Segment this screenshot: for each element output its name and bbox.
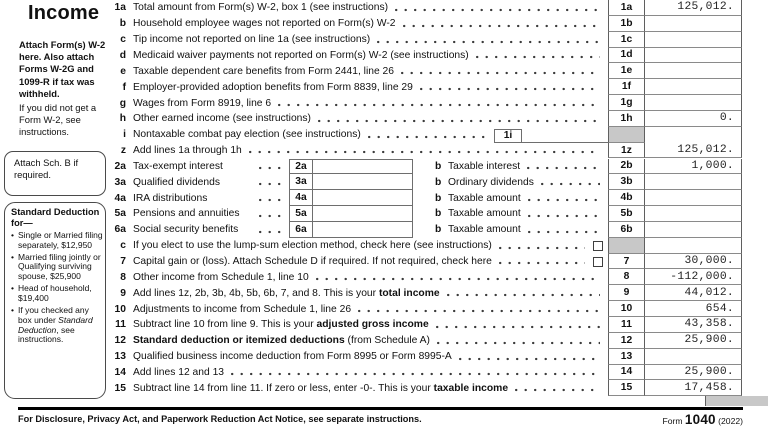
box-label-4a: 4a — [289, 190, 313, 206]
line-number: i — [123, 129, 126, 141]
entry-field-2a[interactable] — [313, 159, 413, 175]
sub-line-text: Taxable amount — [448, 208, 521, 220]
sub-line-text: Taxable amount — [448, 192, 521, 204]
line-text: Tax-exempt interest — [133, 160, 223, 172]
row-6a — [100, 222, 742, 238]
line-label-5b: 5b — [608, 206, 645, 222]
line-label-8: 8 — [608, 269, 645, 285]
line-label-14: 14 — [608, 365, 645, 381]
line-number: 3a — [114, 176, 126, 188]
box-label-3a: 3a — [289, 174, 313, 190]
row-2a — [100, 159, 742, 175]
dot-leader — [316, 276, 600, 282]
line-number: d — [119, 49, 126, 61]
row-1f — [100, 79, 742, 95]
dot-leader — [377, 39, 600, 45]
line-text: Taxable dependent care benefits from Form 2441, line 26 — [133, 65, 395, 77]
amount-field-2b[interactable]: 1,000. — [645, 159, 742, 175]
line-text: Capital gain or (loss). Attach Schedule D if required. If not required, check here — [133, 256, 492, 268]
entry-field-3a[interactable] — [313, 174, 413, 190]
row-7 — [100, 254, 742, 270]
line-text: Medicaid waiver payments not reported on Form(s) W-2 (see instructions) — [133, 49, 469, 61]
dot-leader — [437, 340, 600, 346]
shaded-table-end-strip — [705, 396, 768, 406]
line-number: g — [119, 97, 126, 109]
sub-line-letter: b — [435, 176, 442, 188]
line-number: z — [120, 145, 126, 157]
dot-leader — [368, 134, 486, 140]
line-label-12: 12 — [608, 333, 645, 349]
line-text: Subtract line 14 from line 11. If zero or less, enter -0-. This is your taxable income — [133, 382, 509, 394]
sub-line-text: Taxable amount — [448, 224, 521, 236]
dot-leader — [259, 229, 287, 235]
dot-leader — [420, 86, 600, 92]
dot-leader — [528, 213, 600, 219]
line-text: Subtract line 10 from line 9. This is your adjusted gross income — [133, 319, 429, 331]
dot-leader — [231, 371, 600, 377]
line-label-1f: 1f — [608, 79, 645, 95]
line-text: Qualified business income deduction from Form 8995 or Form 8995-A — [133, 351, 452, 363]
amount-field-1f[interactable] — [645, 79, 742, 95]
attach-schedule-b-note: Attach Sch. B if required. — [14, 157, 79, 180]
dot-leader — [403, 23, 600, 29]
dot-leader — [358, 308, 600, 314]
std-deduction-bullet-checked: • If you checked any box under Standard Deduction, see instructions. — [11, 305, 93, 345]
form-year: (2022) — [718, 416, 743, 426]
row-9 — [100, 285, 742, 301]
dot-leader — [401, 70, 600, 76]
line-label-15: 15 — [608, 380, 645, 396]
amount-field-6b[interactable] — [645, 222, 742, 238]
amount-field-1b[interactable] — [645, 16, 742, 32]
row-5a — [100, 206, 742, 222]
blank-cell — [645, 238, 742, 254]
no-w2-note: If you did not get a Form W-2, see instructions. — [19, 102, 97, 138]
blank-cell — [645, 127, 742, 143]
line-label-1h: 1h — [608, 111, 645, 127]
line-number: 15 — [114, 382, 126, 394]
dot-leader — [259, 197, 287, 203]
section-divider-rule — [18, 407, 743, 410]
amount-field-14[interactable]: 25,900. — [645, 365, 742, 381]
bullet-icon: • — [11, 229, 14, 240]
line-label-1d: 1d — [608, 48, 645, 64]
sub-line-letter: b — [435, 192, 442, 204]
line-label-1z: 1z — [608, 143, 645, 159]
amount-field-1d[interactable] — [645, 48, 742, 64]
line-label-13: 13 — [608, 349, 645, 365]
bullet-icon: • — [11, 305, 14, 316]
line-text: Add lines 12 and 13 — [133, 366, 225, 378]
row-3a — [100, 174, 742, 190]
line-text: Pensions and annuities — [133, 208, 240, 220]
dot-leader — [259, 213, 287, 219]
line-number: 11 — [115, 319, 126, 331]
row-1b — [100, 16, 742, 32]
line-text: Tip income not reported on line 1a (see instructions) — [133, 34, 371, 46]
bullet-icon: • — [11, 283, 14, 294]
dot-leader — [527, 165, 600, 171]
std-deduction-bullet-married: • Married filing jointly or Qualifying surviving spouse, $25,900 — [11, 251, 101, 282]
shaded-cell — [608, 238, 645, 254]
line-number: 13 — [114, 351, 126, 363]
form-word: Form — [662, 416, 683, 426]
amount-field-12[interactable]: 25,900. — [645, 333, 742, 349]
dot-leader — [278, 102, 600, 108]
amount-field-3b[interactable] — [645, 174, 742, 190]
row-1d — [100, 48, 742, 64]
dot-leader — [541, 181, 600, 187]
amount-field-1c[interactable] — [645, 32, 742, 48]
line-label-2b: 2b — [608, 159, 645, 175]
dot-leader — [395, 7, 600, 13]
dot-leader — [447, 292, 600, 298]
amount-field-7[interactable]: 30,000. — [645, 254, 742, 270]
sub-line-letter: b — [435, 208, 442, 220]
line-number: 8 — [120, 271, 126, 283]
line-label-9: 9 — [608, 285, 645, 301]
dot-leader — [528, 229, 600, 235]
dot-leader — [436, 324, 600, 330]
dot-leader — [499, 260, 585, 266]
sub-line-letter: b — [435, 160, 442, 172]
amount-field-9[interactable]: 44,012. — [645, 285, 742, 301]
line-text: Wages from Form 8919, line 6 — [133, 97, 272, 109]
line-label-6b: 6b — [608, 222, 645, 238]
line-number: 1a — [114, 2, 126, 14]
row-12 — [100, 333, 742, 349]
line-label-1e: 1e — [608, 63, 645, 79]
line-label-3b: 3b — [608, 174, 645, 190]
line-number: c — [120, 34, 126, 46]
line-number: 10 — [114, 303, 126, 315]
line-text: IRA distributions — [133, 192, 208, 204]
amount-field-15[interactable]: 17,458. — [645, 380, 742, 396]
box-label-5a: 5a — [289, 206, 313, 222]
dot-leader — [528, 197, 600, 203]
dot-leader — [459, 356, 600, 362]
line-label-1c: 1c — [608, 32, 645, 48]
line-text: If you elect to use the lump-sum election method, check here (see instructions) — [133, 240, 492, 252]
line-number: 12 — [114, 335, 126, 347]
row-13 — [100, 349, 742, 365]
line-label-4b: 4b — [608, 190, 645, 206]
line-number: e — [120, 65, 126, 77]
line-text: Social security benefits — [133, 224, 239, 236]
line-text: Other income from Schedule 1, line 10 — [133, 271, 309, 283]
paperwork-notice: For Disclosure, Privacy Act, and Paperwork Reduction Act Notice, see separate instructions. — [18, 414, 422, 424]
dot-leader — [318, 118, 600, 124]
line-text: Add lines 1z, 2b, 3b, 4b, 5b, 6b, 7, and 8. This is your total income — [133, 287, 440, 299]
section-title-income: Income — [28, 2, 100, 24]
line-label-1g: 1g — [608, 95, 645, 111]
dot-leader — [499, 245, 585, 251]
row-8 — [100, 269, 742, 285]
entry-field-6a[interactable] — [313, 222, 413, 238]
dot-leader — [259, 181, 287, 187]
line-number: f — [122, 81, 126, 93]
attach-w2-note: Attach Form(s) W-2 here. Also attach Forms W-2G and 1099-R if tax was withheld. — [19, 39, 106, 99]
line-number: 4a — [114, 192, 126, 204]
line-number: c — [120, 240, 126, 252]
line-text: Other earned income (see instructions) — [133, 113, 311, 125]
line-text: Household employee wages not reported on Form(s) W-2 — [133, 18, 396, 30]
row-1z — [100, 143, 742, 159]
entry-field-1i[interactable] — [522, 127, 608, 143]
line-text: Nontaxable combat pay election (see instructions) — [133, 129, 361, 141]
entry-field-5a[interactable] — [313, 206, 413, 222]
row-4a — [100, 190, 742, 206]
row-1e — [100, 63, 742, 79]
box-label-2a: 2a — [289, 159, 313, 175]
box-label-1i: 1i — [494, 129, 522, 143]
entry-field-4a[interactable] — [313, 190, 413, 206]
row-10 — [100, 301, 742, 317]
line-text: Adjustments to income from Schedule 1, line 26 — [133, 303, 352, 315]
amount-field-11[interactable]: 43,358. — [645, 317, 742, 333]
amount-field-10[interactable]: 654. — [645, 301, 742, 317]
amount-field-1h[interactable]: 0. — [645, 111, 742, 127]
line-text: Standard deduction or itemized deductions (from Schedule A) — [133, 335, 430, 347]
row-6c — [100, 238, 742, 254]
row-1c — [100, 32, 742, 48]
line-number: 6a — [114, 224, 126, 236]
std-deduction-bullet-hoh: • Head of household, $19,400 — [11, 283, 92, 303]
standard-deduction-box — [4, 202, 106, 399]
row-11 — [100, 317, 742, 333]
standard-deduction-title: Standard Deduction for— — [11, 207, 100, 228]
schedule-d-not-required-checkbox[interactable] — [593, 257, 603, 267]
form-number: 1040 — [684, 412, 716, 427]
line-number: 9 — [120, 287, 126, 299]
amount-field-1z[interactable]: 125,012. — [645, 143, 742, 159]
attach-schedule-b-note-box — [4, 151, 106, 196]
dot-leader — [515, 387, 600, 393]
dot-leader — [249, 149, 600, 155]
amount-field-1e[interactable] — [645, 63, 742, 79]
dot-leader — [259, 165, 287, 171]
row-1a — [100, 0, 742, 16]
line-label-1b: 1b — [608, 16, 645, 32]
lump-sum-checkbox[interactable] — [593, 241, 603, 251]
std-deduction-bullet-single: • Single or Married filing separately, $12,950 — [11, 229, 103, 250]
sub-line-text: Taxable interest — [448, 160, 521, 172]
line-number: b — [119, 18, 126, 30]
line-text: Employer-provided adoption benefits from Form 8839, line 29 — [133, 81, 413, 93]
shaded-cell — [608, 127, 645, 143]
amount-field-1g[interactable] — [645, 95, 742, 111]
amount-field-1a[interactable]: 125,012. — [645, 0, 742, 16]
form-identifier — [643, 412, 743, 427]
amount-field-5b[interactable] — [645, 206, 742, 222]
amount-field-8[interactable]: -112,000. — [645, 269, 742, 285]
row-1h — [100, 111, 742, 127]
line-number: 5a — [114, 208, 126, 220]
dot-leader — [476, 54, 600, 60]
row-1i — [100, 127, 742, 143]
sub-line-text: Ordinary dividends — [448, 176, 534, 188]
row-14 — [100, 365, 742, 381]
line-label-1a: 1a — [608, 0, 645, 16]
line-text: Total amount from Form(s) W-2, box 1 (see instructions) — [133, 2, 389, 14]
box-label-6a: 6a — [289, 222, 313, 238]
amount-field-4b[interactable] — [645, 190, 742, 206]
row-15 — [100, 380, 742, 396]
sub-line-letter: b — [435, 224, 442, 236]
bullet-icon: • — [11, 251, 14, 262]
line-text: Add lines 1a through 1h — [133, 145, 242, 157]
line-number: 2a — [114, 160, 126, 172]
line-label-11: 11 — [608, 317, 645, 333]
row-1g — [100, 95, 742, 111]
line-number: 14 — [114, 366, 126, 378]
line-number: h — [119, 113, 126, 125]
line-label-10: 10 — [608, 301, 645, 317]
line-text: Qualified dividends — [133, 176, 221, 188]
amount-field-13[interactable] — [645, 349, 742, 365]
line-label-7: 7 — [608, 254, 645, 270]
line-number: 7 — [120, 256, 126, 268]
